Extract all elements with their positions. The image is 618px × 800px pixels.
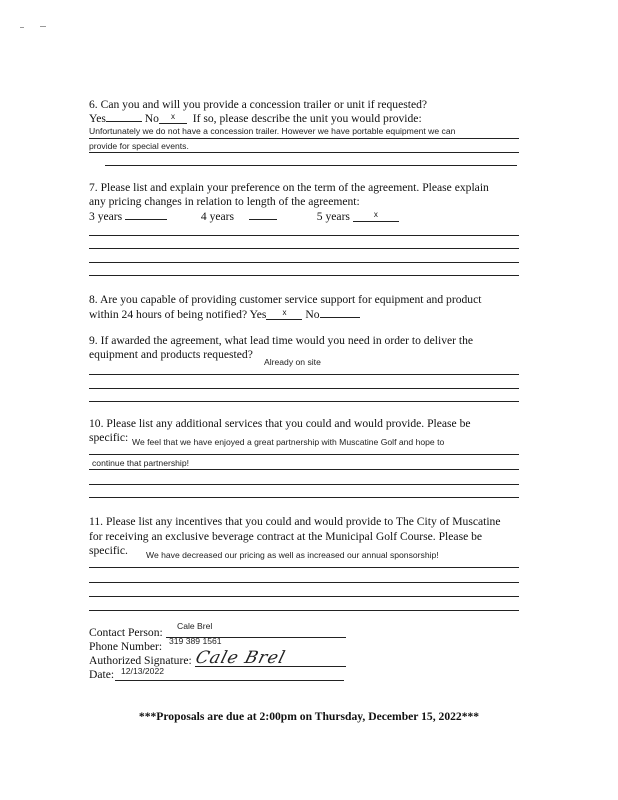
q6-question: 6. Can you and will you provide a concession trailer or unit if requested?: [89, 98, 428, 111]
q9-question-line1: 9. If awarded the agreement, what lead time would you need in order to deliver the: [89, 334, 474, 347]
answer-line: [89, 262, 519, 263]
q10-answer-line2: continue that partnership!: [92, 458, 189, 468]
q8-yes-label: Yes: [249, 308, 267, 321]
answer-line: [89, 484, 519, 485]
q7-question-line1: 7. Please list and explain your preference on the term of the agreement. Please explain: [89, 181, 489, 194]
answer-line: [89, 454, 519, 455]
answer-line: [89, 582, 519, 583]
q6-yes-no-row: [89, 111, 422, 125]
scan-mark: [40, 26, 46, 27]
answer-line: [89, 497, 519, 498]
q6-no-label: No: [144, 112, 159, 125]
q10-answer-line1: We feel that we have enjoyed a great partnership with Muscatine Golf and hope to: [132, 437, 445, 447]
date-value: 12/13/2022: [121, 666, 165, 676]
q7-option-field[interactable]: [125, 209, 167, 220]
q6-answer-line1: Unfortunately we do not have a concession trailer. However we have portable equipment we can: [89, 126, 456, 136]
q8-no-label: No: [305, 308, 320, 321]
answer-line: [89, 388, 519, 389]
phone-value: 319 389 1561: [169, 636, 222, 646]
answer-line: [89, 596, 519, 597]
q11-question-line2: for receiving an exclusive beverage contract at the Municipal Golf Course. Please be: [89, 530, 483, 543]
q7-option-label: 4 years: [200, 210, 235, 223]
deadline-footer: ***Proposals are due at 2:00pm on Thursday, December 15, 2022***: [138, 710, 480, 723]
signature-label: Authorized Signature:: [89, 654, 192, 667]
answer-line: [89, 152, 519, 153]
q8-no-field[interactable]: [320, 307, 360, 318]
signature-field[interactable]: [195, 666, 346, 667]
answer-line: [89, 248, 519, 249]
q8-question-line1: 8. Are you capable of providing customer service support for equipment and product: [89, 293, 482, 306]
q8-question-line2: within 24 hours of being notified?: [89, 308, 248, 321]
answer-line: [89, 469, 519, 470]
q8-yes-field[interactable]: x: [266, 309, 302, 320]
q6-followup: If so, please describe the unit you would provide:: [192, 112, 422, 125]
answer-line: [89, 235, 519, 236]
q11-question-line1: 11. Please list any incentives that you could and would provide to The City of Muscatine: [89, 515, 501, 528]
scan-mark: [20, 27, 24, 28]
q9-question-line2: equipment and products requested?: [89, 348, 253, 361]
q8-question-line2-row: [89, 307, 360, 321]
signature-image: Cale Brel: [193, 648, 288, 668]
phone-label: Phone Number:: [89, 640, 163, 653]
answer-line: [105, 165, 517, 166]
contact-person-value: Cale Brel: [177, 621, 213, 631]
q6-answer-line2: provide for special events.: [89, 141, 189, 151]
q7-question-line2: any pricing changes in relation to length of the agreement:: [89, 195, 360, 208]
answer-line: [89, 275, 519, 276]
q10-question-line2: specific:: [89, 431, 129, 444]
answer-line: [89, 567, 519, 568]
q11-answer: We have decreased our pricing as well as increased our annual sponsorship!: [146, 550, 439, 560]
q7-option-label: 3 years: [89, 210, 123, 223]
q6-no-field[interactable]: x: [159, 113, 187, 124]
answer-line: [89, 401, 519, 402]
answer-line: [89, 374, 519, 375]
q6-yes-field[interactable]: [106, 111, 142, 122]
q6-yes-label: Yes: [89, 112, 106, 125]
q7-option-field[interactable]: x: [353, 211, 399, 222]
q9-answer: Already on site: [264, 357, 321, 367]
q10-question-line1: 10. Please list any additional services that you could and would provide. Please be: [89, 417, 471, 430]
q7-option-field[interactable]: [249, 209, 277, 220]
answer-line: [89, 138, 519, 139]
date-field[interactable]: [115, 680, 344, 681]
date-label: Date:: [89, 668, 115, 681]
contact-person-label: Contact Person:: [89, 626, 163, 639]
answer-line: [89, 610, 519, 611]
q7-options-row: [89, 209, 399, 223]
q7-option-label: 5 years: [316, 210, 350, 223]
q11-question-line3: specific.: [89, 544, 128, 557]
